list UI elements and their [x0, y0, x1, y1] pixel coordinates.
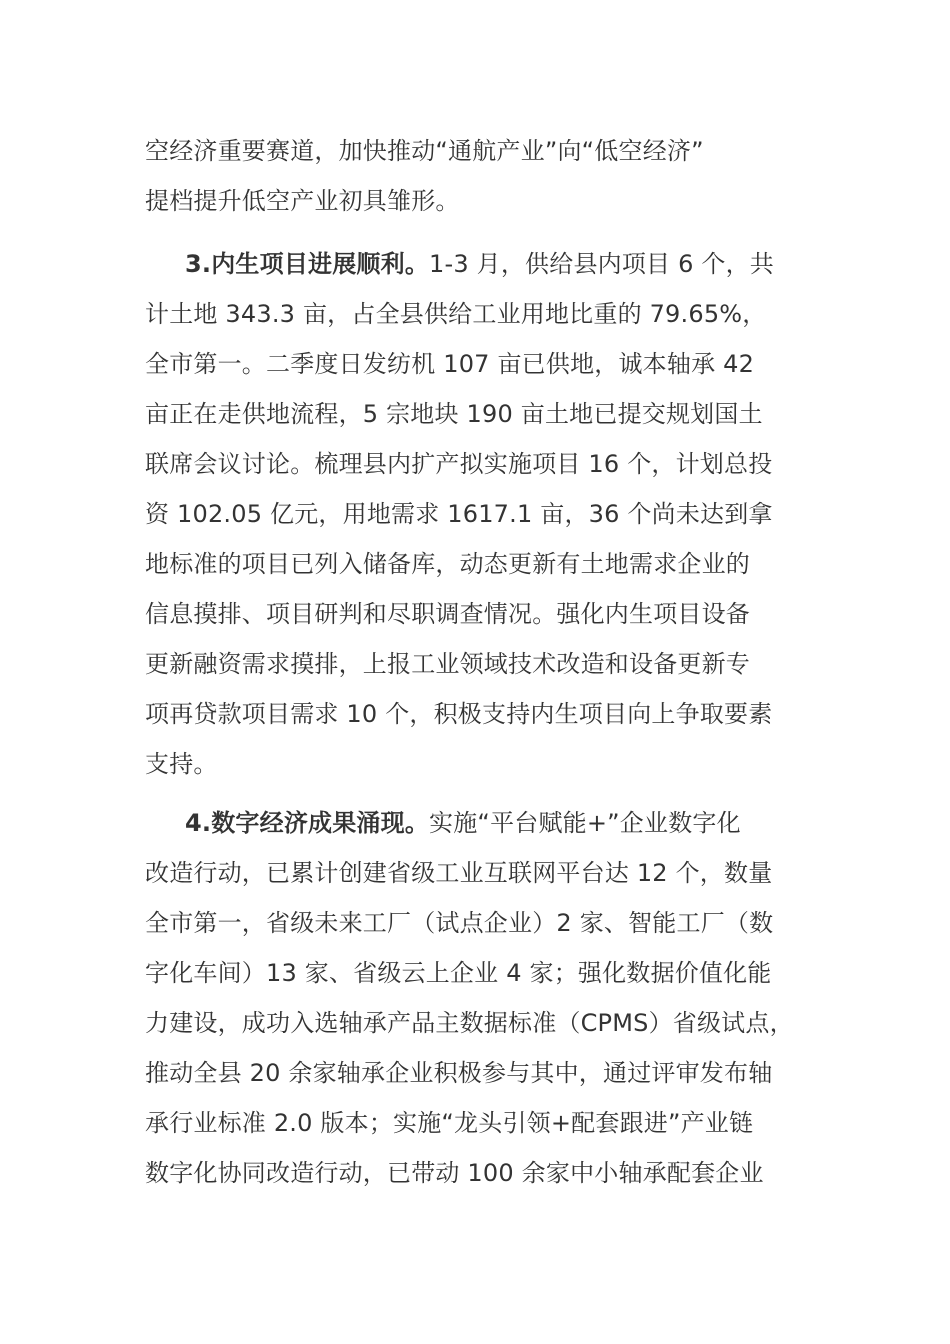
body-text-line: 承行业标准 2.0 版本；实施“龙头引领+配套跟进”产业链: [145, 1109, 754, 1137]
section-heading: 3.内生项目进展顺利。: [185, 250, 430, 278]
paragraph-first-line: [185, 808, 741, 838]
body-text-line: 推动全县 20 余家轴承企业积极参与其中，通过评审发布轴: [145, 1059, 773, 1087]
body-text-line: 联席会议讨论。梳理县内扩产拟实施项目 16 个，计划总投: [145, 450, 773, 478]
body-text-line: 空经济重要赛道，加快推动“通航产业”向“低空经济”: [145, 137, 704, 165]
body-text-line: 全市第一，省级未来工厂（试点企业）2 家、智能工厂（数: [145, 909, 774, 937]
body-text-line: 更新融资需求摸排，上报工业领域技术改造和设备更新专: [145, 650, 750, 678]
body-text-line: 信息摸排、项目研判和尽职调查情况。强化内生项目设备: [145, 600, 750, 628]
body-text-line: 全市第一。二季度日发纺机 107 亩已供地，诚本轴承 42: [145, 350, 755, 378]
body-text-line: 力建设，成功入选轴承产品主数据标准（CPMS）省级试点，: [145, 1009, 794, 1037]
body-text-line: 字化车间）13 家、省级云上企业 4 家；强化数据价值化能: [145, 959, 772, 987]
body-text-line: 改造行动，已累计创建省级工业互联网平台达 12 个，数量: [145, 859, 773, 887]
body-text-line: 支持。: [145, 750, 218, 778]
body-text-line: 项再贷款项目需求 10 个，积极支持内生项目向上争取要素: [145, 700, 773, 728]
body-text-line: 资 102.05 亿元，用地需求 1617.1 亩，36 个尚未达到拿: [145, 500, 773, 528]
body-text: 实施“平台赋能+”企业数字化: [429, 809, 741, 837]
body-text-line: 计土地 343.3 亩，占全县供给工业用地比重的 79.65%，: [145, 300, 767, 328]
paragraph-first-line: [185, 249, 774, 279]
body-text: 1-3 月，供给县内项目 6 个，共: [429, 250, 774, 278]
body-text-line: 亩正在走供地流程，5 宗地块 190 亩土地已提交规划国土: [145, 400, 763, 428]
section-heading: 4.数字经济成果涌现。: [185, 809, 430, 837]
body-text-line: 提档提升低空产业初具雏形。: [145, 187, 460, 215]
body-text-line: 地标准的项目已列入储备库，动态更新有土地需求企业的: [145, 550, 750, 578]
body-text-line: 数字化协同改造行动，已带动 100 余家中小轴承配套企业: [145, 1159, 764, 1187]
